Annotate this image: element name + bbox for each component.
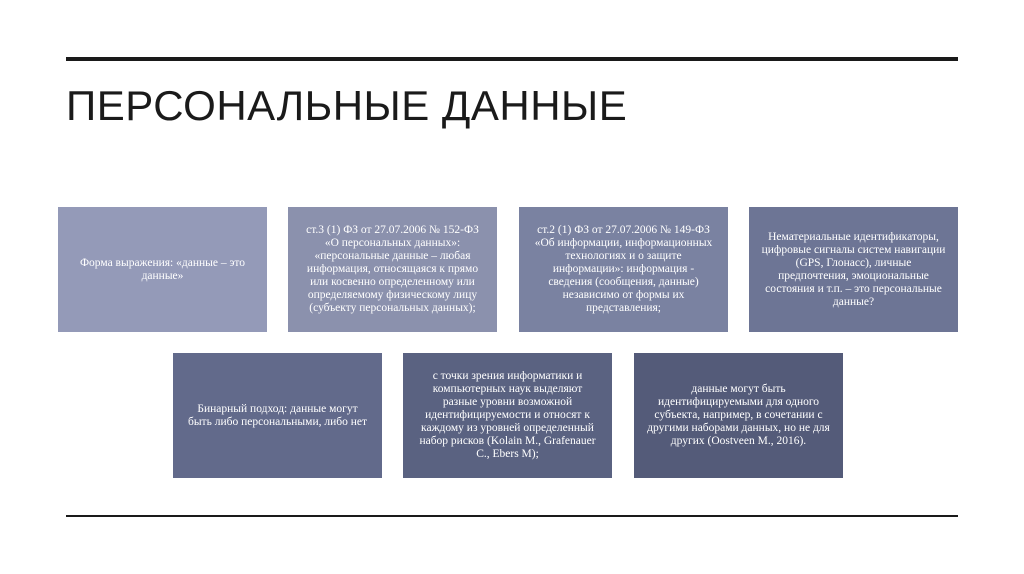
info-box-binary-approach bbox=[173, 353, 382, 478]
info-box-text: Бинарный подход: данные могут быть либо персональными, либо нет bbox=[187, 402, 367, 428]
info-box-relative-identifiability bbox=[634, 353, 843, 478]
info-box-expression-form bbox=[58, 207, 267, 332]
info-box-text: ст.2 (1) ФЗ от 27.07.2006 № 149-ФЗ «Об информации, информационных технологиях и о защите информации»: информация - сведения (сообщения, данные) независимо от формы их представления; bbox=[534, 224, 713, 314]
bottom-divider bbox=[66, 515, 958, 517]
info-box-text: с точки зрения информатики и компьютерных наук выделяют разные уровни возможной идентифицируемости и относят к каждому из уровней определенный набор рисков (Kolain M., Grafenauer C., Ebers M); bbox=[419, 370, 596, 460]
info-box-text: ст.3 (1) ФЗ от 27.07.2006 № 152-ФЗ «О персональных данных»: «персональные данные – любая информация, относящаяся к прямо или косвенно определенному или определяемому физическому лицу (субъекту персональных данных); bbox=[306, 224, 479, 314]
info-box-identifiability-levels bbox=[403, 353, 612, 478]
info-box-law-152 bbox=[288, 207, 497, 332]
top-divider bbox=[66, 57, 958, 61]
info-box-law-149 bbox=[519, 207, 728, 332]
info-box-text: Форма выражения: «данные – это данные» bbox=[79, 256, 246, 282]
page-title: ПЕРСОНАЛЬНЫЕ ДАННЫЕ bbox=[66, 82, 628, 129]
info-box-text: данные могут быть идентифицируемыми для одного субъекта, например, в сочетании с другими наборами данных, но не для других (Oostveen M., 2016). bbox=[647, 383, 830, 447]
info-box-text: Нематериальные идентификаторы, цифровые сигналы систем навигации (GPS, Глонасс), личные предпочтения, эмоциональные состояния и т.п. – это персональные данные? bbox=[761, 230, 946, 308]
info-box-intangible-identifiers bbox=[749, 207, 958, 332]
